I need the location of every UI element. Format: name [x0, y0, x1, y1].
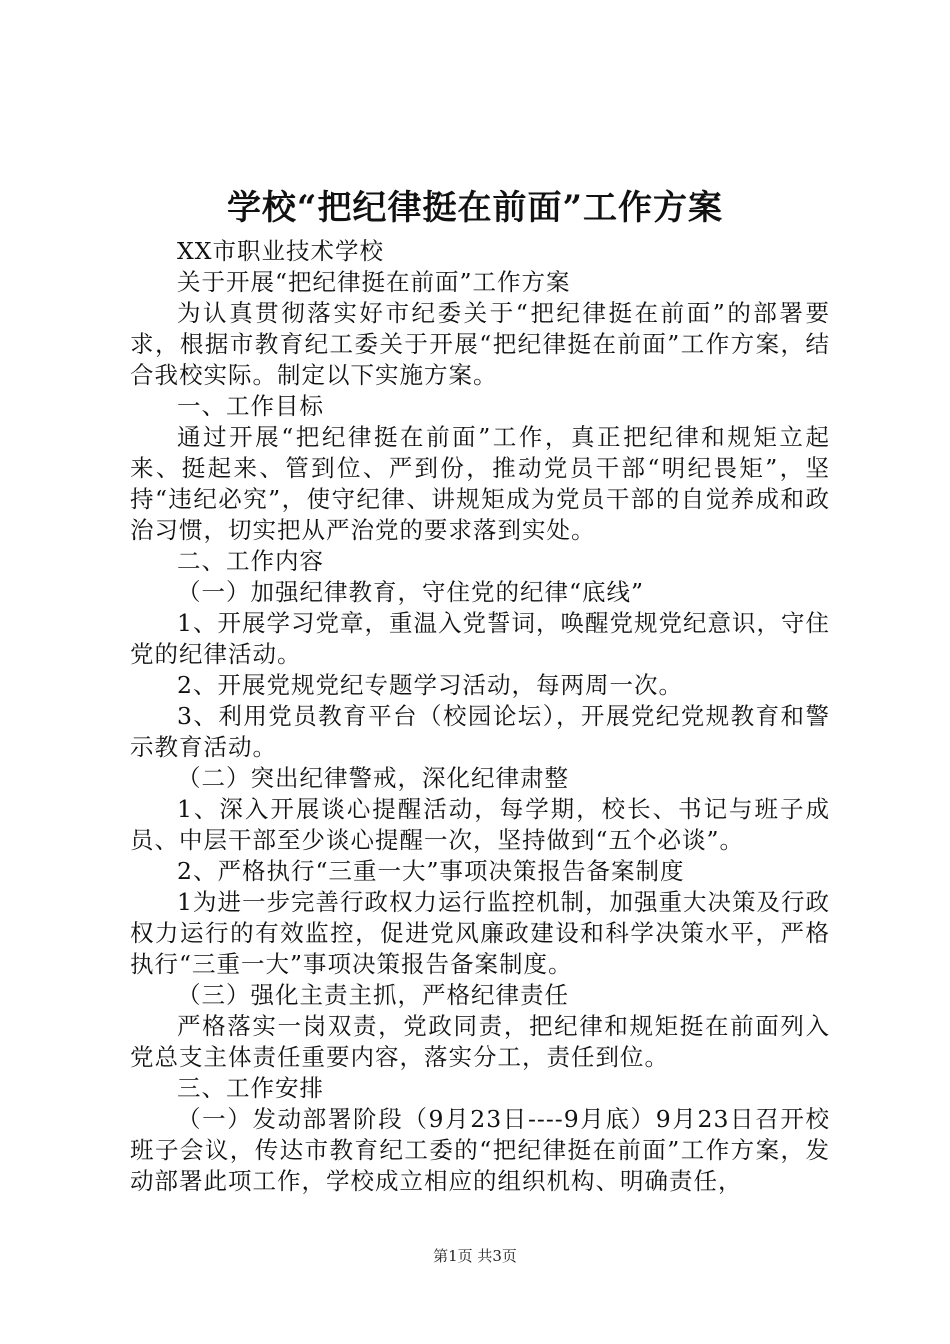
list-item: 1为进一步完善行政权力运行监控机制，加强重大决策及行政权力运行的有效监控，促进党风廉政建设和科学决策水平，严格执行“三重一大”事项决策报告备案制度。 [130, 888, 830, 978]
paragraph-goals: 通过开展“把纪律挺在前面”工作，真正把纪律和规矩立起来、挺起来、管到位、严到份，推动党员干部“明纪畏矩”，坚持“违纪必究”，使守纪律、讲规矩成为党员干部的自觉养成和政治习惯，切实把从严治党的要求落到实处。 [130, 423, 830, 544]
list-item: 3、利用党员教育平台（校园论坛），开展党纪党规教育和警示教育活动。 [130, 702, 830, 761]
page-title: 学校“把纪律挺在前面”工作方案 [226, 188, 724, 228]
list-item: 2、严格执行“三重一大”事项决策报告备案制度 [177, 857, 685, 885]
paragraph-schedule-phase-1: （一）发动部署阶段（9月23日----9月底）9月23日召开校班子会议，传达市教育纪工委的“把纪律挺在前面”工作方案，发动部署此项工作，学校成立相应的组织机构、明确责任， [130, 1105, 830, 1195]
paragraph-school-name: XX市职业技术学校 [177, 237, 384, 265]
section-heading-content: 二、工作内容 [177, 547, 324, 575]
subsection-heading-3: （三）强化主责主抓，严格纪律责任 [177, 981, 569, 1009]
document-body [130, 236, 830, 1197]
section-heading-goals: 一、工作目标 [177, 392, 324, 420]
paragraph-intro: 为认真贯彻落实好市纪委关于“把纪律挺在前面”的部署要求，根据市教育纪工委关于开展“把纪律挺在前面”工作方案，结合我校实际。制定以下实施方案。 [130, 299, 830, 389]
subsection-heading-1: （一）加强纪律教育，守住党的纪律“底线” [177, 578, 645, 606]
paragraph-subtitle: 关于开展“把纪律挺在前面”工作方案 [177, 268, 571, 296]
paragraph-responsibility: 严格落实一岗双责，党政同责，把纪律和规矩挺在前面列入党总支主体责任重要内容，落实分工，责任到位。 [130, 1012, 830, 1071]
subsection-heading-2: （二）突出纪律警戒，深化纪律肃整 [177, 764, 569, 792]
section-heading-schedule: 三、工作安排 [177, 1074, 324, 1102]
page-footer: 第1页 共3页 [433, 1247, 517, 1265]
list-item: 1、深入开展谈心提醒活动，每学期，校长、书记与班子成员、中层干部至少谈心提醒一次，坚持做到“五个必谈”。 [130, 795, 830, 854]
list-item: 2、开展党规党纪专题学习活动，每两周一次。 [177, 671, 683, 699]
list-item: 1、开展学习党章，重温入党誓词，唤醒党规党纪意识，守住党的纪律活动。 [130, 609, 830, 668]
